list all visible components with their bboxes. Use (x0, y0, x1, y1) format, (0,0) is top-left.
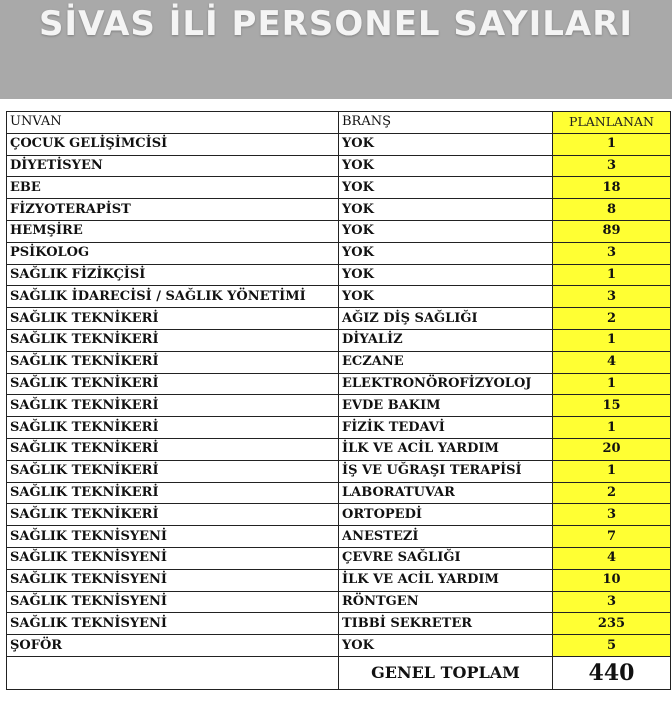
brans-cell: ÇEVRE SAĞLIĞI (339, 547, 553, 569)
planlanan-cell: 2 (553, 482, 671, 504)
brans-cell: ELEKTRONÖROFİZYOLOJ (339, 373, 553, 395)
brans-cell: TIBBİ SEKRETER (339, 613, 553, 635)
table-row (7, 373, 671, 395)
brans-cell: YOK (339, 177, 553, 199)
brans-cell: YOK (339, 635, 553, 657)
planlanan-cell: 10 (553, 569, 671, 591)
table-row (7, 438, 671, 460)
brans-cell: YOK (339, 155, 553, 177)
planlanan-cell: 1 (553, 417, 671, 439)
table-row (7, 264, 671, 286)
table-row (7, 308, 671, 330)
brans-cell: ECZANE (339, 351, 553, 373)
table-row (7, 547, 671, 569)
unvan-cell: SAĞLIK TEKNİKERİ (7, 308, 339, 330)
planlanan-cell: 20 (553, 438, 671, 460)
unvan-cell: SAĞLIK TEKNİKERİ (7, 329, 339, 351)
brans-cell: İŞ VE UĞRAŞI TERAPİSİ (339, 460, 553, 482)
brans-cell: YOK (339, 286, 553, 308)
planlanan-cell: 3 (553, 504, 671, 526)
unvan-cell: SAĞLIK TEKNİKERİ (7, 460, 339, 482)
planlanan-cell: 5 (553, 635, 671, 657)
planlanan-cell: 3 (553, 591, 671, 613)
brans-cell: YOK (339, 133, 553, 155)
brans-cell: DİYALİZ (339, 329, 553, 351)
table-row (7, 504, 671, 526)
table-row (7, 635, 671, 657)
planlanan-cell: 4 (553, 351, 671, 373)
unvan-cell: DİYETİSYEN (7, 155, 339, 177)
planlanan-cell: 18 (553, 177, 671, 199)
unvan-cell: SAĞLIK TEKNİSYENİ (7, 569, 339, 591)
table-row (7, 199, 671, 221)
table-row (7, 591, 671, 613)
brans-cell: YOK (339, 199, 553, 221)
planlanan-cell: 3 (553, 242, 671, 264)
unvan-cell: SAĞLIK TEKNİKERİ (7, 504, 339, 526)
unvan-cell: SAĞLIK TEKNİKERİ (7, 395, 339, 417)
total-empty-cell (7, 656, 339, 689)
planlanan-cell: 1 (553, 373, 671, 395)
unvan-cell: SAĞLIK TEKNİSYENİ (7, 591, 339, 613)
brans-cell: LABORATUVAR (339, 482, 553, 504)
unvan-cell: SAĞLIK TEKNİKERİ (7, 482, 339, 504)
table-row (7, 460, 671, 482)
unvan-cell: HEMŞİRE (7, 220, 339, 242)
brans-cell: EVDE BAKIM (339, 395, 553, 417)
brans-cell: YOK (339, 220, 553, 242)
table-row (7, 329, 671, 351)
brans-cell: YOK (339, 242, 553, 264)
unvan-cell: EBE (7, 177, 339, 199)
header-brans: BRANŞ (339, 112, 553, 134)
planlanan-cell: 1 (553, 329, 671, 351)
brans-cell: İLK VE ACİL YARDIM (339, 438, 553, 460)
header-planlanan: PLANLANAN (553, 112, 671, 134)
unvan-cell: SAĞLIK İDARECİSİ / SAĞLIK YÖNETİMİ (7, 286, 339, 308)
unvan-cell: PSİKOLOG (7, 242, 339, 264)
table-row (7, 613, 671, 635)
planlanan-cell: 3 (553, 286, 671, 308)
page-title: SİVAS İLİ PERSONEL SAYILARI (38, 4, 634, 44)
table-row (7, 526, 671, 548)
personnel-table (6, 111, 671, 690)
unvan-cell: SAĞLIK TEKNİKERİ (7, 373, 339, 395)
header-unvan: UNVAN (7, 112, 339, 134)
unvan-cell: SAĞLIK TEKNİSYENİ (7, 613, 339, 635)
total-row (7, 656, 671, 689)
table-row (7, 242, 671, 264)
unvan-cell: ŞOFÖR (7, 635, 339, 657)
unvan-cell: SAĞLIK TEKNİKERİ (7, 417, 339, 439)
planlanan-cell: 8 (553, 199, 671, 221)
table-row (7, 482, 671, 504)
planlanan-cell: 1 (553, 460, 671, 482)
unvan-cell: SAĞLIK TEKNİSYENİ (7, 526, 339, 548)
brans-cell: ANESTEZİ (339, 526, 553, 548)
brans-cell: RÖNTGEN (339, 591, 553, 613)
planlanan-cell: 2 (553, 308, 671, 330)
unvan-cell: SAĞLIK TEKNİSYENİ (7, 547, 339, 569)
table-row (7, 286, 671, 308)
table-row (7, 133, 671, 155)
table-row (7, 155, 671, 177)
total-label: GENEL TOPLAM (339, 656, 553, 689)
brans-cell: YOK (339, 264, 553, 286)
brans-cell: İLK VE ACİL YARDIM (339, 569, 553, 591)
unvan-cell: SAĞLIK TEKNİKERİ (7, 351, 339, 373)
unvan-cell: FİZYOTERAPİST (7, 199, 339, 221)
planlanan-cell: 89 (553, 220, 671, 242)
planlanan-cell: 3 (553, 155, 671, 177)
table-row (7, 395, 671, 417)
table-row (7, 220, 671, 242)
total-value: 440 (553, 656, 671, 689)
table-row (7, 569, 671, 591)
planlanan-cell: 235 (553, 613, 671, 635)
unvan-cell: SAĞLIK FİZİKÇİSİ (7, 264, 339, 286)
brans-cell: ORTOPEDİ (339, 504, 553, 526)
table-header-row (7, 112, 671, 134)
table-row (7, 351, 671, 373)
brans-cell: AĞIZ DİŞ SAĞLIĞI (339, 308, 553, 330)
planlanan-cell: 15 (553, 395, 671, 417)
brans-cell: FİZİK TEDAVİ (339, 417, 553, 439)
unvan-cell: SAĞLIK TEKNİKERİ (7, 438, 339, 460)
table-row (7, 177, 671, 199)
planlanan-cell: 1 (553, 264, 671, 286)
planlanan-cell: 4 (553, 547, 671, 569)
planlanan-cell: 1 (553, 133, 671, 155)
unvan-cell: ÇOCUK GELİŞİMCİSİ (7, 133, 339, 155)
planlanan-cell: 7 (553, 526, 671, 548)
table-row (7, 417, 671, 439)
spreadsheet-sheet (0, 99, 672, 703)
